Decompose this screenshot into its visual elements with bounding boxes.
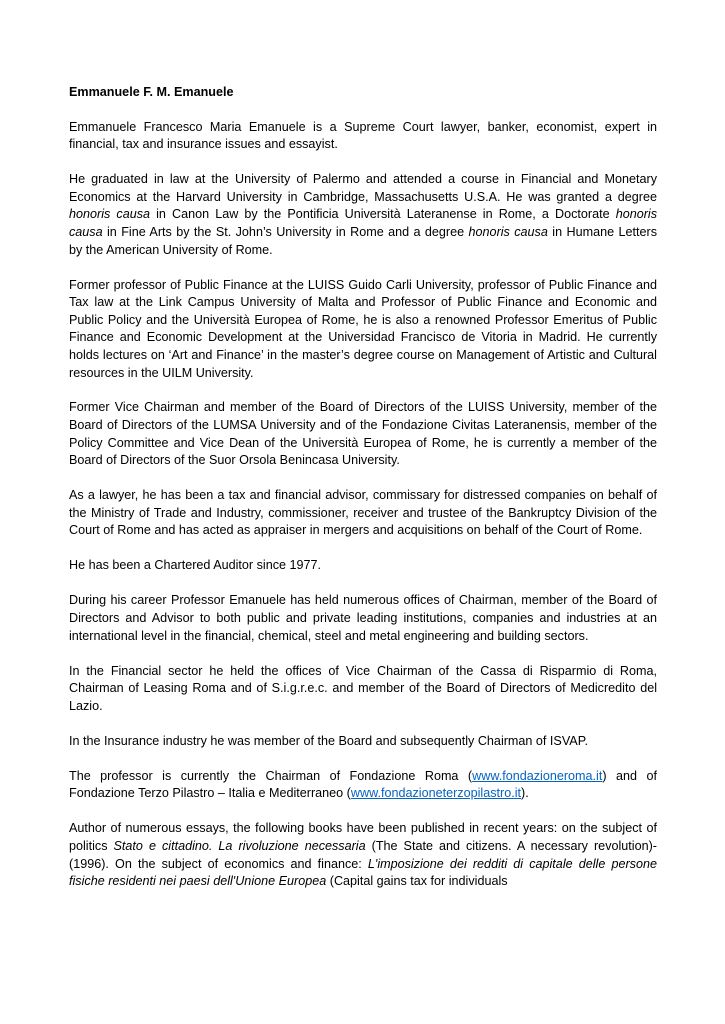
honoris-causa-text: honoris causa <box>468 224 548 239</box>
text-segment: The professor is currently the Chairman of Fondazione Roma ( <box>69 768 473 783</box>
text-segment: ). <box>521 786 529 801</box>
fondazione-roma-link[interactable]: www.fondazioneroma.it <box>472 768 603 783</box>
text-segment: (Capital gains tax for individuals <box>326 874 508 889</box>
text-segment: (The State and citizens. A necessary revolution)- (1996). On the subject of economics and finance: <box>69 838 657 871</box>
document-title: Emmanuele F. M. Emanuele <box>69 85 234 99</box>
boards-paragraph: Former Vice Chairman and member of the Board of Directors of the LUISS University, member of the Board of Directors of the LUMSA University and of the Fondazione Civitas Lateranensis, member of the Policy Committee and Vice Dean of the Università Europea of Rome, he is currently a member of the Board of Directors of the Suor Orsola Benincasa University. <box>69 400 657 468</box>
academic-career-paragraph: Former professor of Public Finance at the LUISS Guido Carli University, professor of Public Finance and Tax law at the Link Campus University of Malta and Professor of Public Finance and Economic and Public Policy and the Università Europea of Rome, he is also a renowned Professor Emeritus of Public Finance and Economic Development at the Universidad Francisco de Vitoria in Madrid. He currently holds lectures on ‘Art and Finance’ in the master’s degree course on Management of Artistic and Cultural resources in the UILM University. <box>69 277 657 380</box>
fondazione-terzo-pilastro-link[interactable]: www.fondazioneterzopilastro.it <box>350 786 521 801</box>
books-paragraph <box>69 820 657 890</box>
text-segment: Author of numerous essays, the following books have been published in recent years: on the subject of politics <box>69 821 657 853</box>
book-title: L'imposizione dei redditi di capitale delle persone fisiche residenti nei paesi dell'Unione Europea <box>69 856 657 889</box>
book-title: Stato e cittadino. La rivoluzione necessaria <box>113 838 366 853</box>
chairman-paragraph <box>69 768 657 803</box>
lawyer-paragraph: As a lawyer, he has been a tax and financial advisor, commissary for distressed companies on behalf of the Ministry of Trade and Industry, commissioner, receiver and trustee of the Bankruptcy Division of the Court of Rome and has acted as appraiser in mergers and acquisitions on behalf of the Court of Rome. <box>69 488 657 538</box>
auditor-paragraph: He has been a Chartered Auditor since 1977. <box>69 558 322 573</box>
intro-paragraph: Emmanuele Francesco Maria Emanuele is a Supreme Court lawyer, banker, economist, expert in financial, tax and insurance issues and essayist. <box>69 119 657 152</box>
text-segment: in Fine Arts by the St. John’s University in Rome and a degree <box>102 224 469 239</box>
insurance-paragraph: In the Insurance industry he was member of the Board and subsequently Chairman of ISVAP. <box>69 733 588 748</box>
honoris-causa-text: honoris causa <box>69 207 657 239</box>
education-paragraph <box>69 171 657 259</box>
career-paragraph: During his career Professor Emanuele has held numerous offices of Chairman, member of the Board of Directors and Advisor to both public and private leading institutions, companies and industries at an international level in the financial, chemical, steel and metal engineering and building sectors. <box>69 593 657 643</box>
text-segment: ) and of Fondazione Terzo Pilastro – Italia e Mediterraneo ( <box>69 768 657 801</box>
text-segment: He graduated in law at the University of Palermo and attended a course in Financial and Monetary Economics at the Harvard University in Cambridge, Massachusetts U.S.A. He was granted a degree <box>69 172 657 204</box>
financial-sector-paragraph: In the Financial sector he held the offices of Vice Chairman of the Cassa di Risparmio di Roma, Chairman of Leasing Roma and of S.i.g.r.e.c. and member of the Board of Directors of Medicredito del Lazio. <box>69 663 657 713</box>
text-segment: in Canon Law by the Pontificia Università Lateranense in Rome, a Doctorate <box>150 207 616 222</box>
document-page <box>69 84 657 908</box>
text-segment: in Humane Letters by the American University of Rome. <box>69 224 657 257</box>
honoris-causa-text: honoris causa <box>69 207 151 222</box>
